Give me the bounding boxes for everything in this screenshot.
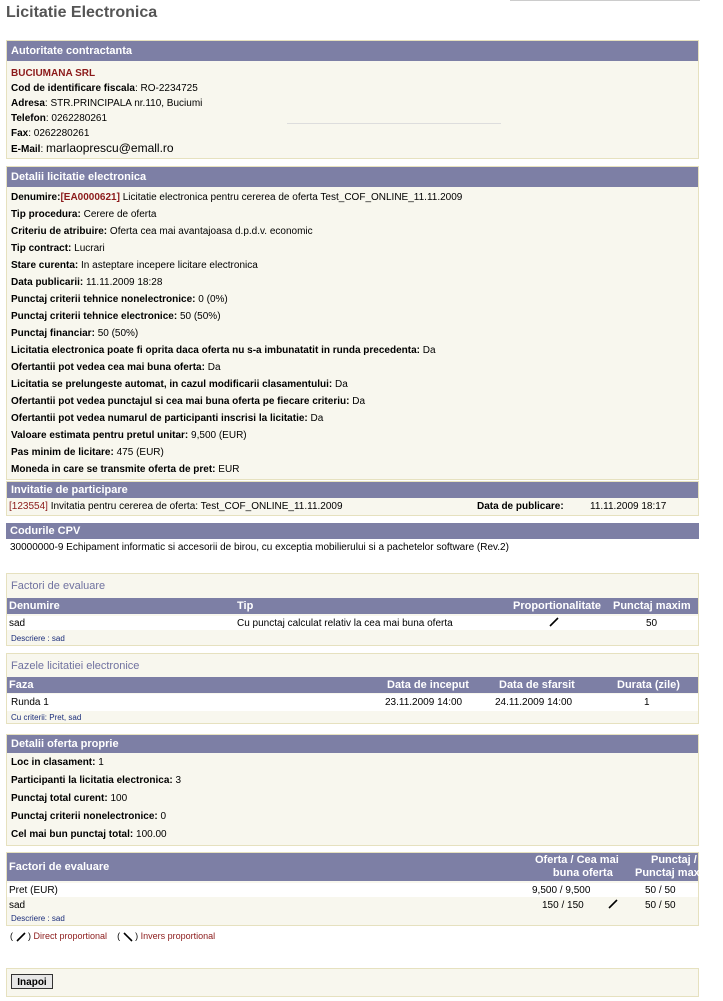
detail-row: Tip procedura: Cerere de oferta — [11, 209, 157, 220]
phone-row: Telefon: 0262280261 — [11, 113, 108, 124]
own-offer-header: Detalii oferta proprie — [7, 735, 698, 753]
auction-code-link[interactable]: [EA0000621] — [60, 192, 120, 203]
detail-row: Ofertantii pot vedea numarul de participanti inscrisi la licitatie: Da — [11, 413, 324, 424]
detail-row: Criteriu de atribuire: Oferta cea mai avantajoasa d.p.d.v. economic — [11, 226, 313, 237]
phase-criteria: Cu criterii: Pret, sad — [11, 713, 82, 722]
detail-row: Punctaj criterii tehnice nonelectronice: 0 (0%) — [11, 294, 228, 305]
col-faza: Faza — [9, 679, 34, 691]
offer-score: 50 / 50 — [645, 900, 676, 911]
phase-end: 24.11.2009 14:00 — [495, 697, 573, 708]
detail-row: Stare curenta: In asteptare incepere licitare electronica — [11, 260, 258, 271]
own-offer-row: Cel mai bun punctaj total: 100.00 — [11, 829, 167, 840]
authority-name: BUCIUMANA SRL — [11, 68, 96, 79]
col-punctaj-maxim: Punctaj maxim — [613, 600, 691, 612]
phase-name: Runda 1 — [11, 697, 49, 708]
own-offer-row: Punctaj total curent: 100 — [11, 793, 128, 804]
own-offer-row: Punctaj criterii nonelectronice: 0 — [11, 811, 167, 822]
direct-proportional-icon: ( ) — [10, 931, 31, 941]
offer-factor-name: Pret (EUR) — [9, 885, 58, 896]
back-button[interactable]: Inapoi — [11, 974, 53, 989]
cpv-panel — [6, 523, 699, 556]
detail-row: Ofertantii pot vedea cea mai buna oferta: Da — [11, 362, 221, 373]
cpv-header: Codurile CPV — [6, 523, 699, 539]
col-denumire: Denumire — [9, 600, 60, 612]
pencil-icon — [549, 617, 559, 630]
detail-row: Tip contract: Lucrari — [11, 243, 105, 254]
col-punctaj: Punctaj / Punctaj max. — [635, 854, 703, 879]
offer-factor-description: Descriere : sad — [11, 914, 65, 923]
cpv-text: 30000000-9 Echipament informatic si accesorii de birou, cu exceptia mobilierului si a pachetelor software (Rev.2) — [10, 542, 509, 553]
top-divider — [510, 0, 700, 1]
fiscal-code-row: Cod de identificare fiscala: RO-2234725 — [11, 83, 198, 94]
detail-row: Punctaj financiar: 50 (50%) — [11, 328, 139, 339]
invitation-date-label: Data de publicare: — [477, 501, 564, 512]
fax-row: Fax: 0262280261 — [11, 128, 90, 139]
denumire-row: Denumire:[EA0000621] Licitatie electronica pentru cererea de oferta Test_COF_ONLINE_11.11.2009 — [11, 192, 463, 203]
offer-factors-header — [7, 853, 703, 881]
authority-header: Autoritate contractanta — [7, 41, 698, 61]
email-link[interactable]: marlaoprescu@emall.ro — [46, 141, 174, 155]
authority-panel — [6, 40, 699, 159]
own-offer-panel — [6, 734, 699, 846]
button-panel — [6, 968, 699, 997]
invitation-header: Invitatie de participare — [7, 482, 698, 498]
offer-score: 50 / 50 — [645, 885, 676, 896]
legend — [10, 931, 215, 942]
detail-row: Data publicarii: 11.11.2009 18:28 — [11, 277, 163, 288]
separator-line — [287, 123, 501, 124]
offer-factor-name: sad — [9, 900, 26, 911]
col-factori: Factori de evaluare — [9, 861, 110, 873]
col-proportionalitate: Proportionalitate — [513, 600, 602, 612]
factors-panel — [6, 573, 699, 646]
offer-row-price — [7, 883, 698, 897]
offer-value: 150 / 150 — [542, 900, 584, 911]
detail-row: Moneda in care se transmite oferta de pret: EUR — [11, 464, 240, 475]
factor-type: Cu punctaj calculat relativ la cea mai buna oferta — [237, 618, 453, 629]
detail-row: Licitatia electronica poate fi oprita daca oferta nu s-a imbunatatit in runda precedenta: Da — [11, 345, 436, 356]
details-panel — [6, 166, 699, 480]
detail-row: Valoare estimata pentru pretul unitar: 9,500 (EUR) — [11, 430, 247, 441]
phases-panel — [6, 653, 699, 724]
email-row: E-Mail: marlaoprescu@emall.ro — [11, 141, 174, 155]
details-header: Detalii licitatie electronica — [7, 167, 698, 187]
detail-row: Pas minim de licitare: 475 (EUR) — [11, 447, 164, 458]
phase-row — [7, 694, 698, 711]
page-title: Licitatie Electronica — [6, 4, 158, 21]
detail-row: Ofertantii pot vedea punctajul si cea mai buna oferta pe fiecare criteriu: Da — [11, 396, 366, 407]
factors-title: Factori de evaluare — [11, 580, 106, 592]
inverse-proportional-icon: ( ) — [117, 931, 139, 941]
phases-table-header — [7, 677, 698, 693]
col-durata: Durata (zile) — [617, 679, 680, 691]
col-tip: Tip — [237, 600, 254, 612]
col-data-inceput: Data de inceput — [387, 679, 469, 691]
detail-row: Punctaj criterii tehnice electronice: 50 (50%) — [11, 311, 221, 322]
detail-row: Licitatia se prelungeste automat, in cazul modificarii clasamentului: Da — [11, 379, 348, 390]
col-data-sfarsit: Data de sfarsit — [499, 679, 575, 691]
own-offer-row: Participanti la licitatia electronica: 3 — [11, 775, 182, 786]
invitation-code-link[interactable]: [123554] — [9, 501, 48, 512]
factors-table-header — [7, 598, 698, 614]
inverse-proportional-label: Invers proportional — [140, 931, 216, 941]
offer-factors-panel — [6, 852, 703, 926]
phase-start: 23.11.2009 14:00 — [385, 697, 463, 708]
own-offer-row: Loc in clasament: 1 — [11, 757, 104, 768]
factor-description: Descriere : sad — [11, 634, 65, 643]
offer-value: 9,500 / 9,500 — [532, 885, 591, 896]
factor-score: 50 — [646, 618, 658, 629]
phase-duration: 1 — [644, 697, 650, 708]
phases-title: Fazele licitatiei electronice — [11, 660, 140, 672]
address-row: Adresa: STR.PRINCIPALA nr.110, Buciumi — [11, 98, 203, 109]
col-oferta: Oferta / Cea mai buna oferta — [535, 854, 619, 879]
invitation-panel — [6, 481, 699, 516]
direct-proportional-label: Direct proportional — [33, 931, 108, 941]
factor-name: sad — [9, 618, 26, 629]
factors-row — [7, 616, 698, 630]
pencil-icon — [608, 899, 618, 912]
invitation-row: [123554] Invitatia pentru cererea de oferta: Test_COF_ONLINE_11.11.2009 — [9, 501, 343, 512]
invitation-date-value: 11.11.2009 18:17 — [590, 501, 667, 512]
offer-row-sad — [7, 899, 698, 913]
